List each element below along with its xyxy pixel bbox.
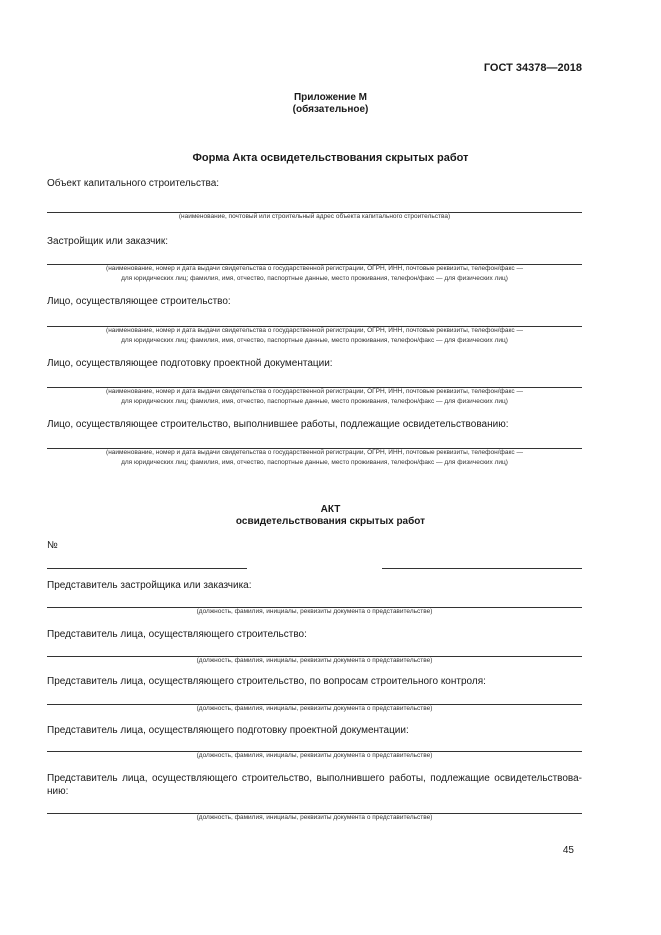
object-note: (наименование, почтовый или строительный адрес объекта капитального строительства) — [178, 213, 451, 220]
appendix-subtitle: (обязательное) — [292, 104, 369, 115]
act-subtitle: освидетельствования скрытых работ — [235, 516, 426, 527]
party-label-builder: Лицо, осуществляющее строительство: — [47, 296, 231, 307]
act-number-label: № — [47, 540, 58, 551]
rep-label-performer: Представитель лица, осуществляющего строительство, выполнившего работы, подлежащие освидетельствова-нию: — [47, 773, 582, 797]
object-label: Объект капитального строительства: — [47, 178, 220, 189]
page-number: 45 — [562, 845, 574, 856]
party-label-developer: Застройщик или заказчик: — [47, 236, 169, 247]
party-label-designer: Лицо, осуществляющее подготовку проектной документации: — [47, 358, 333, 369]
form-title: Форма Акта освидетельствования скрытых работ — [192, 152, 469, 164]
rep-note-control: (должность, фамилия, инициалы, реквизиты документа о представительстве) — [196, 705, 433, 712]
rep-label-developer: Представитель застройщика или заказчика: — [47, 580, 252, 591]
party-label-performer: Лицо, осуществляющее строительство, выполнившее работы, подлежащие освидетельствованию: — [47, 419, 509, 430]
act-title: АКТ — [320, 504, 341, 515]
rep-note-designer: (должность, фамилия, инициалы, реквизиты документа о представительстве) — [196, 752, 433, 759]
party-note-developer: (наименование, номер и дата выдачи свидетельства о государственной регистрации, ОГРН, ИНН, почтовые реквизиты, телефон/факс — для юридических лиц; фамилия, имя, отчество, паспортные данные, место проживания, телефон/факс — для физических лиц) — [106, 265, 523, 282]
rep-note-builder: (должность, фамилия, инициалы, реквизиты документа о представительстве) — [196, 657, 433, 664]
rep-label-control: Представитель лица, осуществляющего строительство, по вопросам строительного контроля: — [47, 676, 486, 687]
rep-note-developer: (должность, фамилия, инициалы, реквизиты документа о представительстве) — [196, 608, 433, 615]
party-note-builder: (наименование, номер и дата выдачи свидетельства о государственной регистрации, ОГРН, ИНН, почтовые реквизиты, телефон/факс — для юридических лиц; фамилия, имя, отчество, паспортные данные, место проживания, телефон/факс — для физических лиц) — [106, 327, 523, 344]
rep-label-designer: Представитель лица, осуществляющего подготовку проектной документации: — [47, 725, 409, 736]
act-number-line — [47, 568, 247, 569]
party-note-designer: (наименование, номер и дата выдачи свидетельства о государственной регистрации, ОГРН, ИНН, почтовые реквизиты, телефон/факс — для юридических лиц; фамилия, имя, отчество, паспортные данные, место проживания, телефон/факс — для физических лиц) — [106, 388, 523, 405]
rep-label-builder: Представитель лица, осуществляющего строительство: — [47, 629, 307, 640]
appendix-title: Приложение М — [293, 92, 368, 103]
standard-number: ГОСТ 34378—2018 — [483, 62, 582, 74]
rep-note-performer: (должность, фамилия, инициалы, реквизиты документа о представительстве) — [196, 814, 433, 821]
act-date-line — [382, 568, 582, 569]
party-note-performer: (наименование, номер и дата выдачи свидетельства о государственной регистрации, ОГРН, ИНН, почтовые реквизиты, телефон/факс — для юридических лиц; фамилия, имя, отчество, паспортные данные, место проживания, телефон/факс — для физических лиц) — [106, 449, 523, 466]
